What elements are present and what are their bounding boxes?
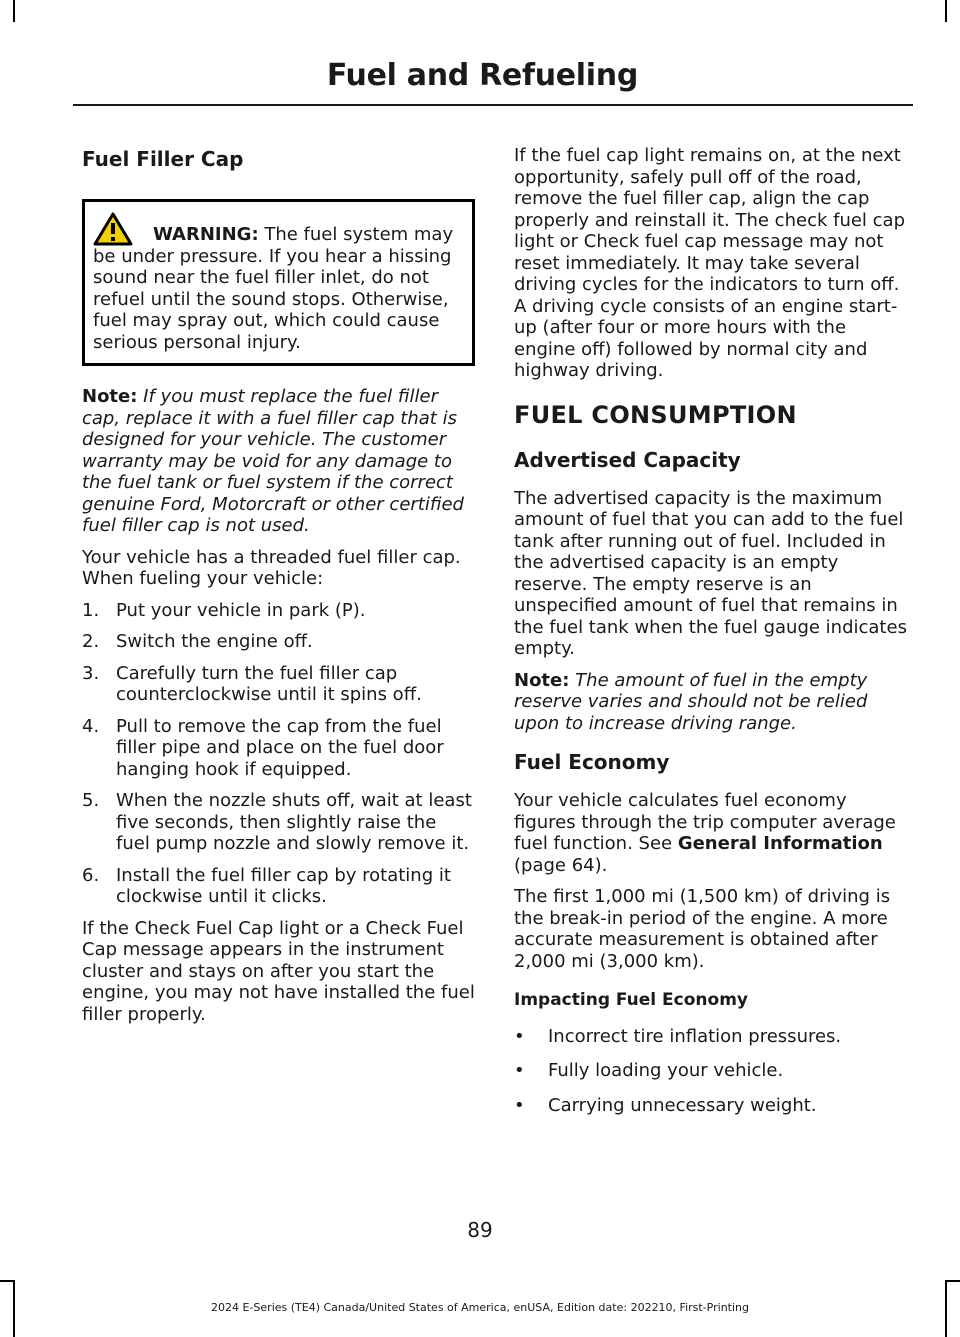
subsection-heading: Fuel Economy bbox=[514, 750, 670, 774]
closing-paragraph: If the Check Fuel Cap light or a Check Fuel Cap message appears in the instrument cluster and stays on after you start the engine, you may not have installed the fuel filler properly. bbox=[82, 917, 475, 1025]
page-number: 89 bbox=[467, 1218, 493, 1242]
note-paragraph bbox=[514, 670, 909, 735]
list-item: 2. Switch the engine off. bbox=[82, 631, 313, 652]
list-item: 4. Pull to remove the cap from the fuel filler pipe and place on the fuel door hanging hook if equipped. bbox=[82, 715, 444, 780]
impact-list bbox=[514, 1026, 909, 1117]
footer-text: 2024 E-Series (TE4) Canada/United States of America, enUSA, Edition date: 202210, First-Printing bbox=[211, 1301, 749, 1314]
header-divider bbox=[73, 104, 913, 106]
note-text: If you must replace the fuel filler cap, replace it with a fuel filler cap that is designed for your vehicle. The customer warranty may be void for any damage to the fuel tank or fuel system if the correct genuine Ford, Motorcraft or other certified fuel filler cap is not used. bbox=[82, 386, 464, 536]
list-item: 1. Put your vehicle in park (P). bbox=[82, 599, 366, 621]
subsection-heading: Impacting Fuel Economy bbox=[514, 990, 748, 1010]
note-label: Note: bbox=[82, 386, 138, 407]
warning-icon bbox=[93, 212, 133, 246]
right-column bbox=[514, 145, 909, 1129]
bullet-icon: • bbox=[514, 1025, 525, 1047]
warning-body: The fuel system may be under pressure. If you hear a hissing sound near the fuel filler inlet, do not refuel until the sound stops. Otherwise, fuel may spray out, which could cause serious personal injury. bbox=[93, 224, 454, 353]
crop-mark bbox=[946, 1280, 960, 1282]
page-title: Fuel and Refueling bbox=[326, 58, 638, 93]
list-item: 5. When the nozzle shuts off, wait at least five seconds, then slightly raise the fuel pump nozzle and slowly remove it. bbox=[82, 790, 472, 854]
list-item: 6. Install the fuel filler cap by rotating it clockwise until it clicks. bbox=[82, 864, 451, 907]
crop-mark bbox=[13, 0, 15, 22]
note-text: The amount of fuel in the empty reserve varies and should not be relied upon to increase driving range. bbox=[514, 669, 868, 734]
refuel-steps bbox=[82, 600, 475, 908]
section-heading: Fuel Filler Cap bbox=[82, 147, 244, 171]
fuel-cap-light-paragraph: If the fuel cap light remains on, at the next opportunity, safely pull off of the road, remove the fuel filler cap, align the cap properly and reinstall it. The check fuel cap light or Check fuel cap message may not reset immediately. It may take several driving cycles for the indicators to turn off. A driving cycle consists of an engine start-up (after four or more hours with the engine off) followed by normal city and highway driving. bbox=[514, 145, 905, 381]
list-item: • Carrying unnecessary weight. bbox=[514, 1094, 817, 1116]
economy-paragraph: Your vehicle calculates fuel economy figures through the trip computer average fuel function. See General Information (page 64). bbox=[514, 790, 896, 876]
warning-box bbox=[82, 199, 475, 366]
warning-text bbox=[93, 224, 462, 353]
note-label: Note: bbox=[514, 669, 570, 691]
list-item: • Fully loading your vehicle. bbox=[514, 1060, 784, 1081]
breakin-paragraph: The first 1,000 mi (1,500 km) of driving is the break-in period of the engine. A more accurate measurement is obtained after 2,000 mi (3,000 km). bbox=[514, 886, 891, 972]
list-item: 3. Carefully turn the fuel filler cap counterclockwise until it spins off. bbox=[82, 662, 422, 705]
cross-reference-link[interactable]: General Information bbox=[677, 833, 883, 854]
advertised-paragraph: The advertised capacity is the maximum amount of fuel that you can add to the fuel tank after running out of fuel. Included in the advertised capacity is an empty reserve. The empty reserve is an unspecified amount of fuel that remains in the fuel tank when the fuel gauge indicates empty. bbox=[514, 487, 907, 659]
list-item: • Incorrect tire inflation pressures. bbox=[514, 1025, 842, 1047]
note-paragraph bbox=[82, 386, 475, 537]
intro-paragraph: Your vehicle has a threaded fuel filler cap. When fueling your vehicle: bbox=[82, 546, 461, 589]
subsection-heading: Advertised Capacity bbox=[514, 447, 741, 472]
section-title: FUEL CONSUMPTION bbox=[514, 400, 797, 429]
left-column bbox=[82, 145, 475, 1035]
bullet-icon: • bbox=[514, 1060, 525, 1081]
crop-mark bbox=[945, 0, 947, 22]
crop-mark bbox=[0, 1280, 14, 1282]
bullet-icon: • bbox=[514, 1094, 525, 1116]
warning-label: WARNING: bbox=[153, 224, 259, 245]
